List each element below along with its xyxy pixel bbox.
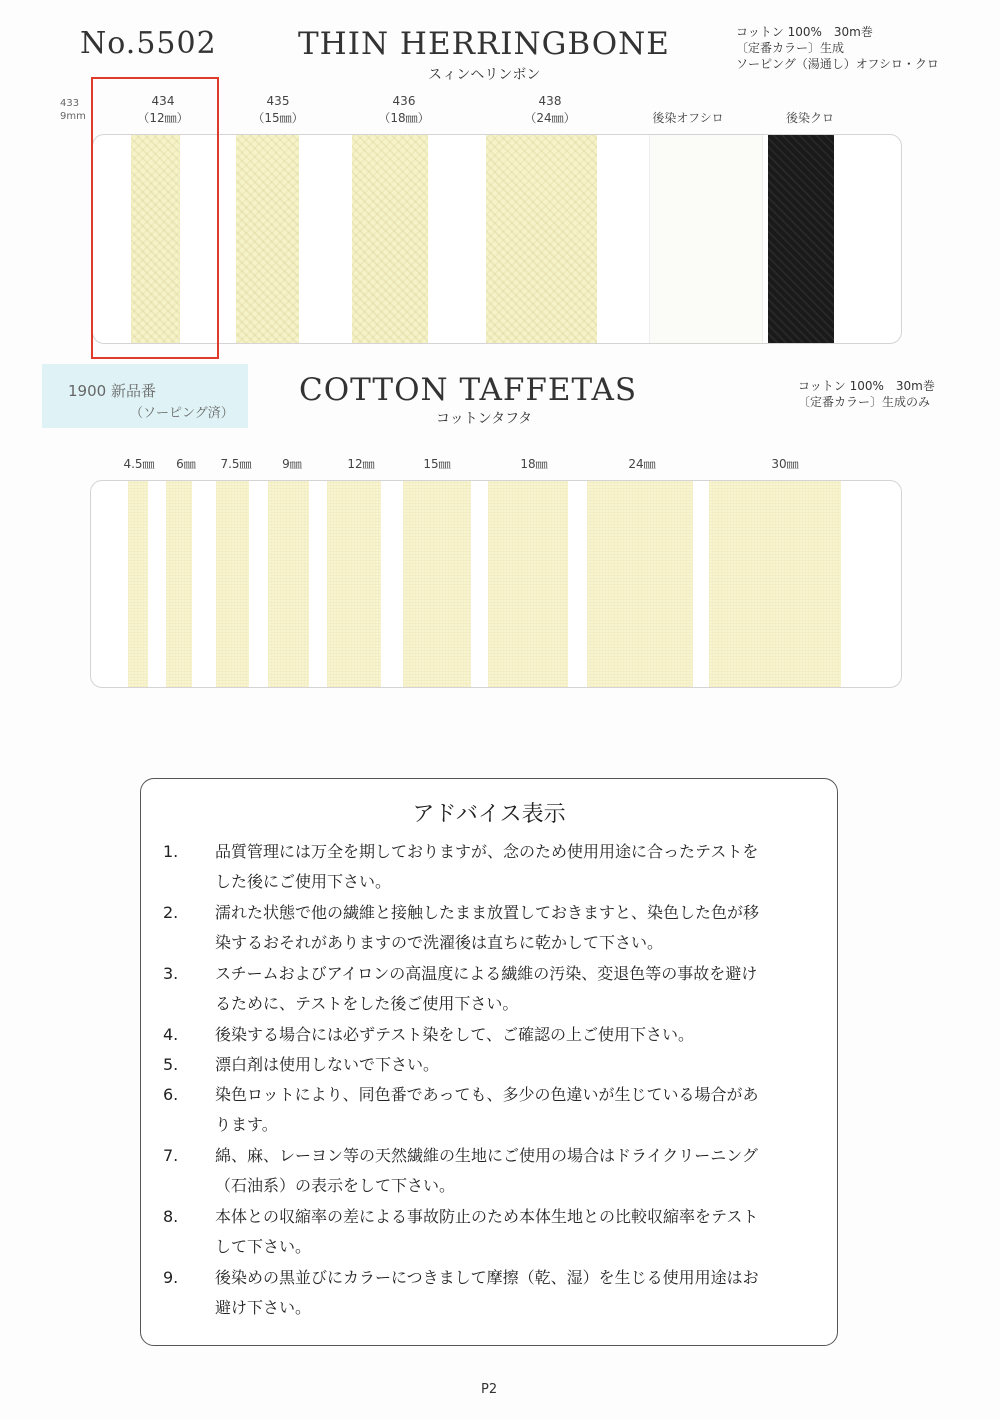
taffetas-title: COTTON TAFFETAS: [299, 372, 638, 408]
swatch-code: 435: [266, 94, 290, 108]
advice-item: [163, 959, 817, 1019]
swatch-435: [236, 135, 299, 343]
note-line-1: 1900 新品番: [68, 382, 156, 400]
advice-item: [163, 1020, 817, 1050]
taffetas-spec: [798, 378, 935, 410]
advice-number: 1.: [163, 842, 179, 861]
taffetas-subtitle: コットンタフタ: [436, 411, 533, 427]
advice-line: 濡れた状態で他の繊維と接触したまま放置しておきますと、染色した色が移: [215, 903, 760, 922]
advice-number: 5.: [163, 1055, 179, 1074]
advice-number: 7.: [163, 1146, 179, 1165]
handwritten-code: 433: [60, 98, 80, 109]
taffeta-swatch: [488, 481, 568, 687]
handwritten-width: 9mm: [60, 111, 86, 122]
handwritten-note: [42, 364, 248, 428]
advice-line: 後染する場合には必ずテスト染をして、ご確認の上ご使用下さい。: [215, 1025, 695, 1044]
taffeta-swatch: [403, 481, 471, 687]
advice-line: 後染めの黒並びにカラーにつきまして摩擦（乾、湿）を生じる使用用途はお: [215, 1268, 759, 1287]
spec-line: 〔定番カラー〕生成: [736, 41, 845, 55]
advice-box: [140, 778, 838, 1346]
product-number: No.5502: [80, 26, 217, 61]
advice-line: 漂白剤は使用しないで下さい。: [215, 1055, 440, 1074]
taffeta-swatch: [166, 481, 192, 687]
taffeta-label: 30㎜: [771, 457, 799, 471]
taffeta-label: 6㎜: [176, 457, 196, 471]
highlight-box: [91, 77, 219, 359]
swatch-width: （12㎜）: [137, 111, 189, 125]
advice-item: [163, 1263, 817, 1323]
advice-line: ります。: [215, 1115, 278, 1134]
taffeta-swatch: [128, 481, 148, 687]
taffeta-label: 7.5㎜: [220, 457, 252, 471]
swatch-black: [768, 135, 834, 343]
taffetas-swatch-card: [90, 480, 902, 688]
taffeta-label: 15㎜: [423, 457, 451, 471]
advice-line: 染するおそれがありますので洗濯後は直ちに乾かして下さい。: [215, 933, 664, 952]
advice-line: 染色ロットにより、同色番であっても、多少の色違いが生じている場合があ: [215, 1085, 759, 1104]
handwritten-annotation: [60, 97, 86, 123]
advice-line: した後にご使用下さい。: [215, 872, 392, 891]
taffeta-label: 18㎜: [520, 457, 548, 471]
herringbone-subtitle: スィンヘリンボン: [428, 67, 541, 83]
advice-line: 本体との収縮率の差による事故防止のため本体生地との比較収縮率をテスト: [215, 1207, 759, 1226]
note-line-2: （ソーピング済）: [130, 406, 234, 421]
advice-title: アドバイス表示: [412, 802, 566, 827]
swatch-code: 434: [151, 94, 175, 108]
taffeta-swatch: [327, 481, 381, 687]
advice-number: 9.: [163, 1268, 179, 1287]
advice-line: 品質管理には万全を期しておりますが、念のため使用用途に合ったテストを: [215, 842, 759, 861]
advice-item: [163, 1080, 817, 1140]
advice-item: [163, 1202, 817, 1262]
herringbone-spec: [736, 24, 939, 72]
taffeta-swatch: [216, 481, 249, 687]
swatch-code: 436: [392, 94, 416, 108]
herringbone-title: THIN HERRINGBONE: [298, 26, 670, 62]
advice-line: 避け下さい。: [215, 1298, 312, 1317]
taffeta-label: 12㎜: [347, 457, 375, 471]
swatch-label-435: [238, 93, 318, 127]
advice-number: 6.: [163, 1085, 179, 1104]
advice-number: 8.: [163, 1207, 179, 1226]
advice-item: [163, 1050, 817, 1080]
taffeta-label: 4.5㎜: [123, 457, 155, 471]
advice-line: して下さい。: [215, 1237, 312, 1256]
advice-line: るために、テストをした後ご使用下さい。: [215, 994, 519, 1013]
spec-line: 〔定番カラー〕生成のみ: [798, 395, 931, 409]
page-number: P2: [481, 1382, 498, 1397]
taffeta-swatch: [268, 481, 309, 687]
swatch-label-black: 後染クロ: [785, 111, 834, 125]
taffeta-label: 9㎜: [282, 457, 302, 471]
taffeta-swatch: [709, 481, 841, 687]
advice-number: 2.: [163, 903, 179, 922]
taffeta-swatch: [587, 481, 693, 687]
advice-line: スチームおよびアイロンの高温度による繊維の汚染、変退色等の事故を避け: [215, 964, 758, 983]
swatch-code: 438: [538, 94, 562, 108]
spec-line: コットン 100% 30m巻: [736, 25, 873, 39]
advice-line: （石油系）の表示をして下さい。: [215, 1176, 456, 1195]
swatch-label-offwhite: 後染オフシロ: [652, 111, 724, 125]
advice-line: 綿、麻、レーヨン等の天然繊維の生地にご使用の場合はドライクリーニング: [215, 1146, 758, 1165]
advice-item: [163, 837, 817, 897]
spec-line: ソーピング（湯通し）オフシロ・クロ: [736, 57, 939, 71]
swatch-width: （24㎜）: [524, 111, 576, 125]
swatch-offwhite: [649, 135, 763, 343]
advice-number: 3.: [163, 964, 179, 983]
swatch-436: [352, 135, 428, 343]
swatch-label-438: [510, 93, 590, 127]
spec-line: コットン 100% 30m巻: [798, 379, 935, 393]
swatch-438: [486, 135, 597, 343]
swatch-width: （18㎜）: [378, 111, 430, 125]
advice-item: [163, 898, 817, 958]
swatch-label-436: [364, 93, 444, 127]
swatch-width: （15㎜）: [252, 111, 304, 125]
advice-item: [163, 1141, 817, 1201]
advice-number: 4.: [163, 1025, 179, 1044]
taffeta-label: 24㎜: [628, 457, 656, 471]
